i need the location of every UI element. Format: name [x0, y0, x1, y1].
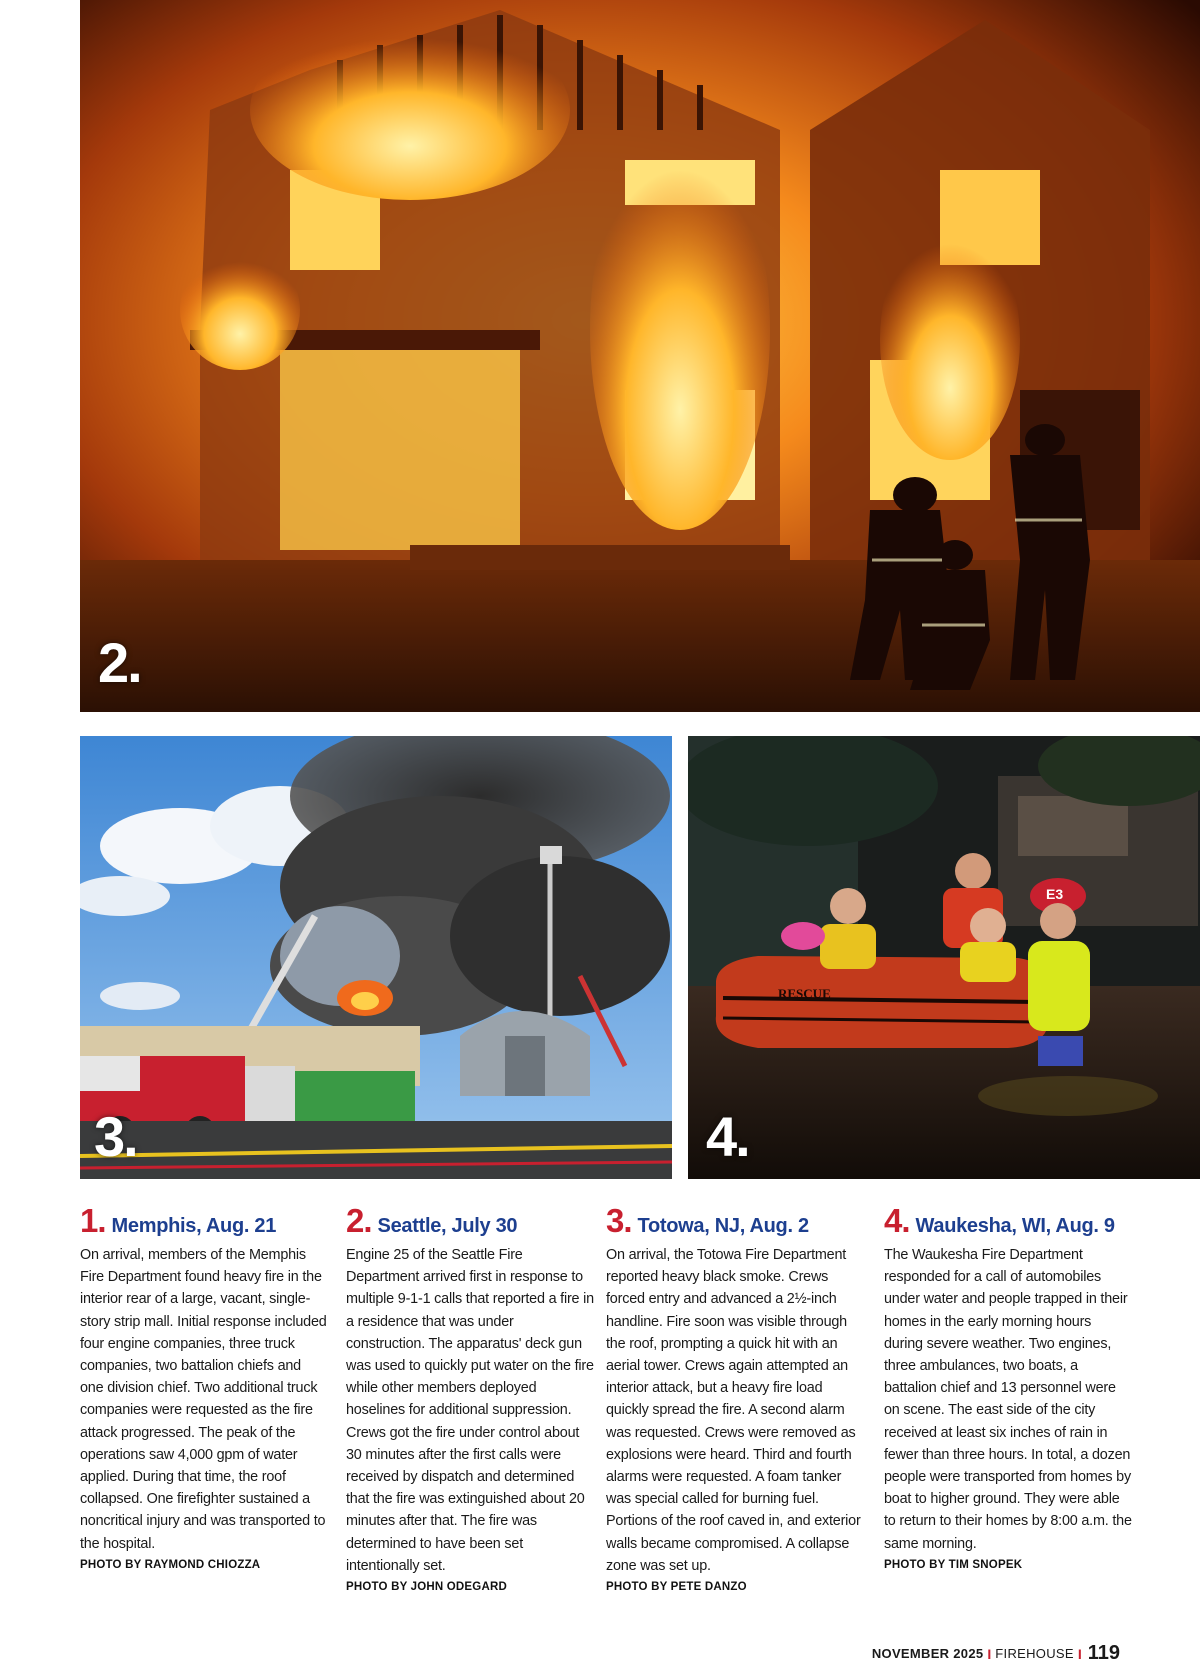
article-title: Waukesha, WI, Aug. 9: [915, 1215, 1115, 1237]
page-number: 119: [1087, 1642, 1120, 1664]
article-body: Engine 25 of the Seattle Fire Department arrived first in response to multiple 9-1-1 calls that reported a fire in a residence that was under construction. The apparatus' deck gun was used to quickly put water on the fire while other members deployed hoselines for additional suppression. Crews got the fire under control about 30 minutes after the first calls were received by dispatch and determined that the fire was extinguished about 20 minutes after that. The fire was determined to have been set intentionally set.: [346, 1247, 594, 1574]
photo-credit: PHOTO BY PETE DANZO: [606, 1581, 747, 1594]
article-heading: [884, 1202, 1132, 1242]
article-number: 3.: [606, 1202, 632, 1239]
magazine-name: FIREHOUSE: [995, 1646, 1074, 1661]
article-totowa: [606, 1202, 862, 1595]
photo-credit: PHOTO BY RAYMOND CHIOZZA: [80, 1558, 261, 1571]
boat-text: RESCUE: [778, 986, 831, 1001]
article-title: Seattle, July 30: [377, 1215, 518, 1237]
article-body: On arrival, the Totowa Fire Department reported heavy black smoke. Crews forced entry and advanced a 2½-inch handline. Fire soon was visible through the roof, prompting a quick hit with an aerial tower. Crews again attempted an interior attack, but a heavy fire load quickly spread the fire. A second alarm was requested. Crews were removed as explosions were heard. Third and fourth alarms were requested. A foam tanker was special called for burning fuel. Portions of the roof caved in, and exterior walls became compromised. A collapse zone was set up.: [606, 1247, 861, 1574]
footer-separator: I: [987, 1645, 992, 1662]
article-number: 4.: [884, 1202, 910, 1239]
footer-separator: I: [1077, 1645, 1082, 1662]
article-heading: [80, 1202, 328, 1242]
industrial-fire-photo: [80, 736, 672, 1179]
photo-credit: PHOTO BY TIM SNOPEK: [884, 1558, 1023, 1571]
article-body: On arrival, members of the Memphis Fire Department found heavy fire in the interior rear of a large, vacant, single-story strip mall. Initial response included four engine companies, three truck companies, two battalion chiefs and one division chief. Two additional truck companies were requested as the fire attack progressed. The peak of the operations saw 4,000 gpm of water applied. During that time, the roof collapsed. One firefighter sustained a noncritical injury and was transported to the hospital.: [80, 1247, 327, 1552]
flood-rescue-photo: [688, 736, 1200, 1179]
article-number: 2.: [346, 1202, 372, 1239]
article-heading: [606, 1202, 862, 1242]
article-number: 1.: [80, 1202, 106, 1239]
article-seattle: [346, 1202, 594, 1595]
issue-date: NOVEMBER 2025: [871, 1646, 984, 1661]
article-body: The Waukesha Fire Department responded for a call of automobiles under water and people trapped in their homes in the early morning hours during severe weather. Two engines, three ambulances, two boats, a battalion chief and 13 personnel were on scene. The east side of the city received at least six inches of rain in fewer than three hours. In total, a dozen people were transported from homes by boat to higher ground. They were able to return to their homes by 8:00 a.m. the same morning.: [884, 1247, 1132, 1552]
helmet-text: E3: [1046, 886, 1064, 902]
article-title: Memphis, Aug. 21: [111, 1215, 277, 1237]
page-footer: [872, 1642, 1120, 1665]
photo-credit: PHOTO BY JOHN ODEGARD: [346, 1581, 507, 1594]
article-title: Totowa, NJ, Aug. 2: [637, 1215, 809, 1237]
photo-number-label: 4.: [706, 1105, 749, 1168]
photo-number-label: 2.: [98, 631, 141, 694]
article-heading: [346, 1202, 594, 1242]
photo-number-label: 3.: [94, 1105, 137, 1168]
article-memphis: [80, 1202, 328, 1573]
house-fire-photo: [80, 0, 1200, 712]
article-waukesha: [884, 1202, 1132, 1573]
